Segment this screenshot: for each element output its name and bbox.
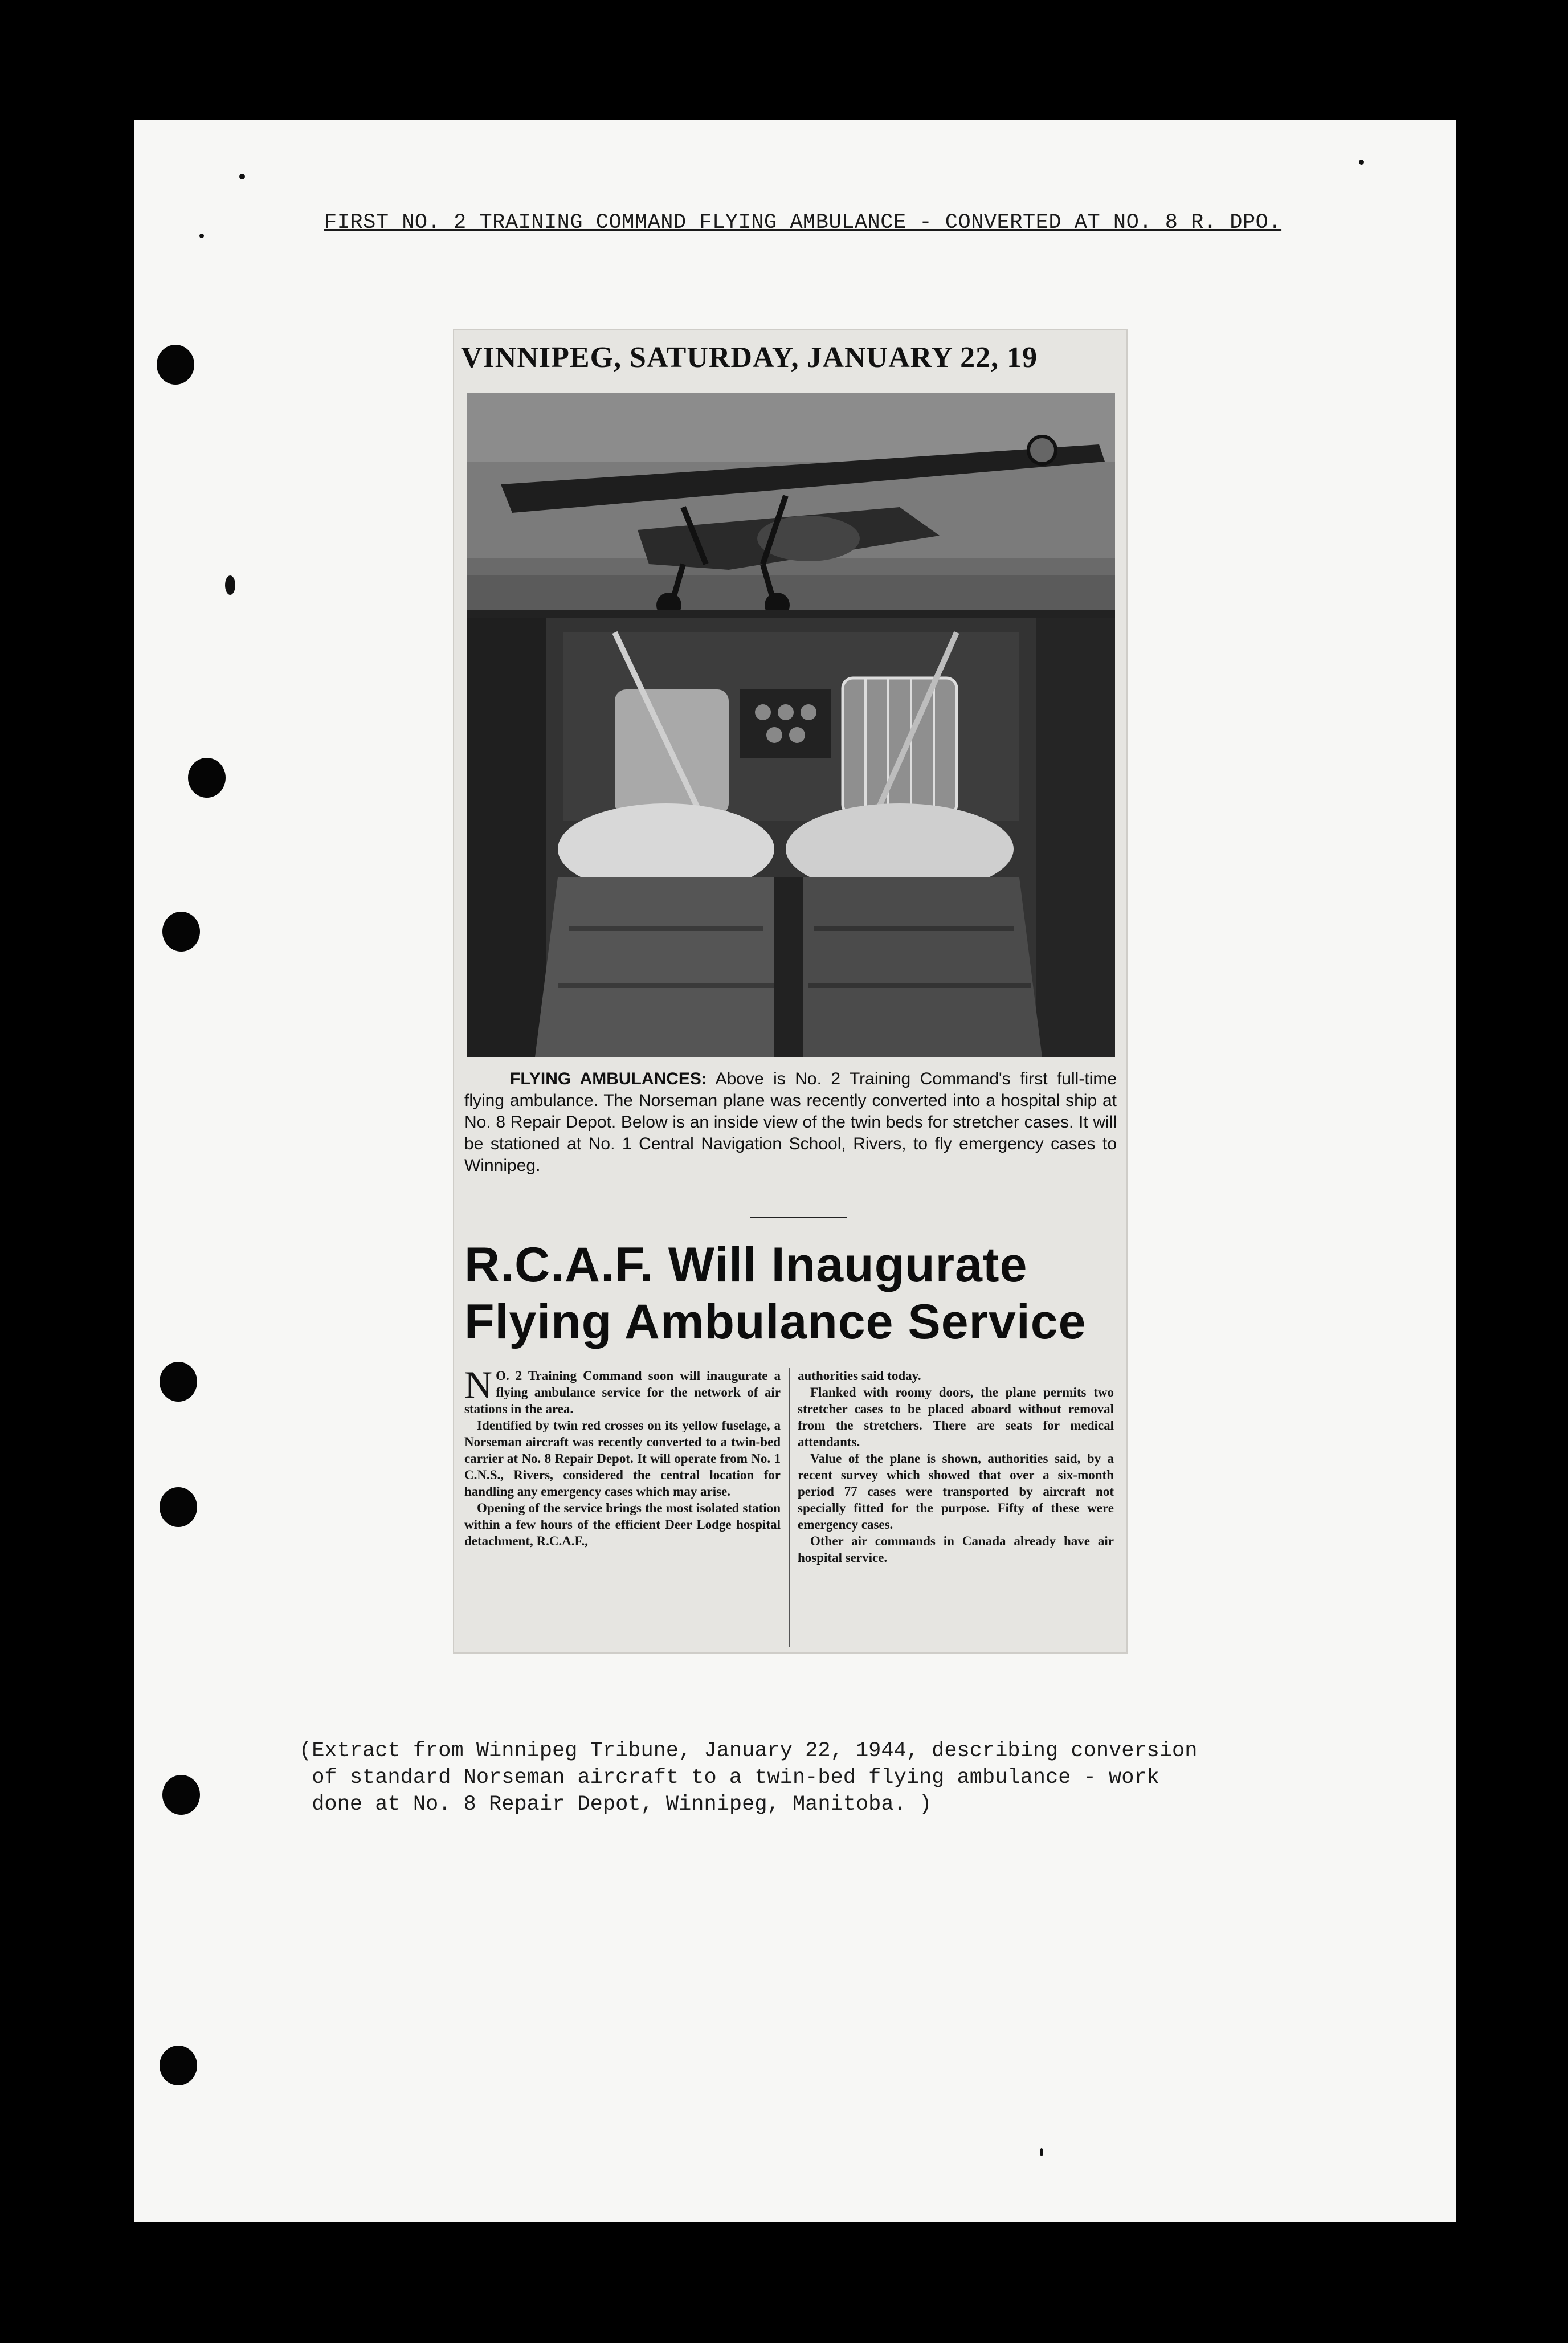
column-divider: [789, 1368, 790, 1647]
headline-line: Flying Ambulance Service: [464, 1295, 1087, 1349]
article-paragraph: Other air commands in Canada already have air hospital service.: [798, 1534, 1114, 1565]
newspaper-clipping: [454, 330, 1126, 1652]
aircraft-photo: [467, 393, 1115, 1057]
aircraft-photo-image: [467, 393, 1115, 1057]
punch-hole: [162, 912, 200, 952]
dust-speck: [199, 234, 204, 238]
article-paragraph: Identified by twin red crosses on its yellow fuselage, a Norseman aircraft was recently converted to a twin-bed carrier at No. 8 Repair Depot. It will operate from No. 1 C.N.S., Rivers, considered the central location for handling any emergency cases which may arise.: [464, 1418, 781, 1499]
article-column-right: [798, 1368, 1114, 1647]
document-page: [134, 120, 1456, 2222]
article-paragraph: Value of the plane is shown, authorities said, by a recent survey which showed that over a six-month period 77 cases were transported by aircraft not specially fitted for the purpose. Fifty of these were emergency cases.: [798, 1451, 1114, 1532]
article-column-left: [464, 1363, 781, 1647]
punch-hole: [188, 758, 226, 798]
clipping-dateline: VINNIPEG, SATURDAY, JANUARY 22, 19: [461, 341, 1038, 374]
caption-lead: FLYING AMBULANCES:: [510, 1070, 707, 1088]
punch-hole: [160, 1487, 197, 1527]
article-body: [464, 1363, 1120, 1647]
article-paragraph: authorities said today.: [798, 1369, 921, 1383]
caption-divider: [750, 1217, 847, 1218]
punch-hole: [160, 2046, 197, 2085]
article-headline: [464, 1236, 1120, 1350]
source-note: [299, 1738, 1382, 1818]
article-paragraph: N O. 2 Training Command soon will inaugurate a flying ambulance service for the network of air stations in the area.: [464, 1363, 781, 1416]
article-paragraph: Flanked with roomy doors, the plane permits two stretcher cases to be placed aboard without removal from the stretchers. There are seats for medical attendants.: [798, 1385, 1114, 1449]
punch-hole: [162, 1775, 200, 1815]
drop-cap: N: [464, 1363, 493, 1406]
photo-caption: [464, 1068, 1117, 1177]
punch-hole: [157, 345, 194, 385]
dust-speck: [225, 575, 235, 595]
dust-speck: [239, 174, 245, 179]
dust-speck: [1359, 160, 1364, 165]
note-line: done at No. 8 Repair Depot, Winnipeg, Manitoba. ): [299, 1793, 932, 1817]
note-line: of standard Norseman aircraft to a twin-bed flying ambulance - work: [299, 1766, 1159, 1790]
note-line: (Extract from Winnipeg Tribune, January 22, 1944, describing conversion: [299, 1739, 1198, 1763]
punch-hole: [160, 1362, 197, 1402]
dust-speck: [1040, 2148, 1043, 2156]
caption-body: Above is No. 2 Training Command's first full-time flying ambulance. The Norseman plane was recently converted into a hospital ship at No. 8 Repair Depot. Below is an inside view of the twin beds for stretcher cases. It will be stationed at No. 1 Central Navigation School, Rivers, to fly emergency cases to Winnipeg.: [464, 1070, 1117, 1175]
article-paragraph: Opening of the service brings the most isolated station within a few hours of the efficient Deer Lodge hospital detachment, R.C.A.F.,: [464, 1501, 781, 1548]
page-header: FIRST NO. 2 TRAINING COMMAND FLYING AMBULANCE - CONVERTED AT NO. 8 R. DPO.: [324, 211, 1282, 235]
headline-line: R.C.A.F. Will Inaugurate: [464, 1238, 1028, 1292]
